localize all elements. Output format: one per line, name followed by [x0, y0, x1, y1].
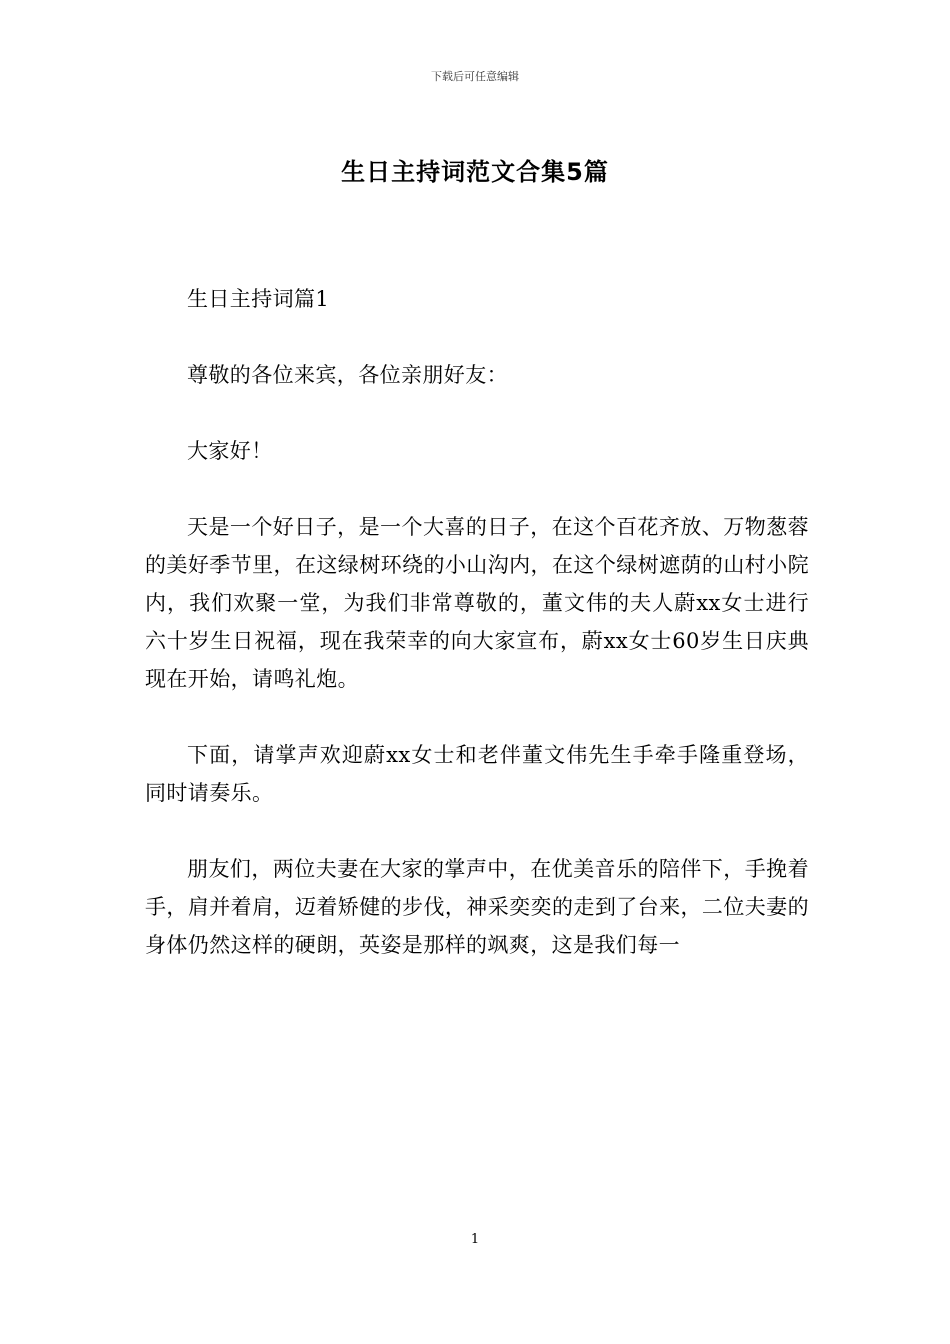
page-number: 1	[470, 1232, 480, 1247]
section-heading: 生日主持词篇1	[187, 287, 330, 311]
paragraph-couple: 朋友们，两位夫妻在大家的掌声中，在优美音乐的陪伴下，手挽着手，肩并着肩，迈着矫健的步伐，神采奕奕的走到了台来，二位夫妻的身体仍然这样的硬朗，英姿是那样的飒爽，这是我们每一	[145, 857, 809, 957]
header-note: 下载后可任意编辑	[431, 70, 519, 83]
document-title: 生日主持词范文合集5篇	[341, 158, 609, 186]
paragraph-greeting: 尊敬的各位来宾，各位亲朋好友：	[187, 363, 508, 387]
paragraph-hello: 大家好！	[187, 439, 273, 463]
document-body	[145, 280, 809, 964]
paragraph-opening: 天是一个好日子，是一个大喜的日子，在这个百花齐放、万物葱蓉的美好季节里，在这绿树环绕的小山沟内，在这个绿树遮荫的山村小院内，我们欢聚一堂，为我们非常尊敬的，董文伟的夫人蔚xx女士进行六十岁生日祝福，现在我荣幸的向大家宣布，蔚xx女士60岁生日庆典现在开始，请鸣礼炮。	[145, 515, 809, 691]
paragraph-entrance: 下面，请掌声欢迎蔚xx女士和老伴董文伟先生手牵手隆重登场，同时请奏乐。	[145, 743, 809, 805]
